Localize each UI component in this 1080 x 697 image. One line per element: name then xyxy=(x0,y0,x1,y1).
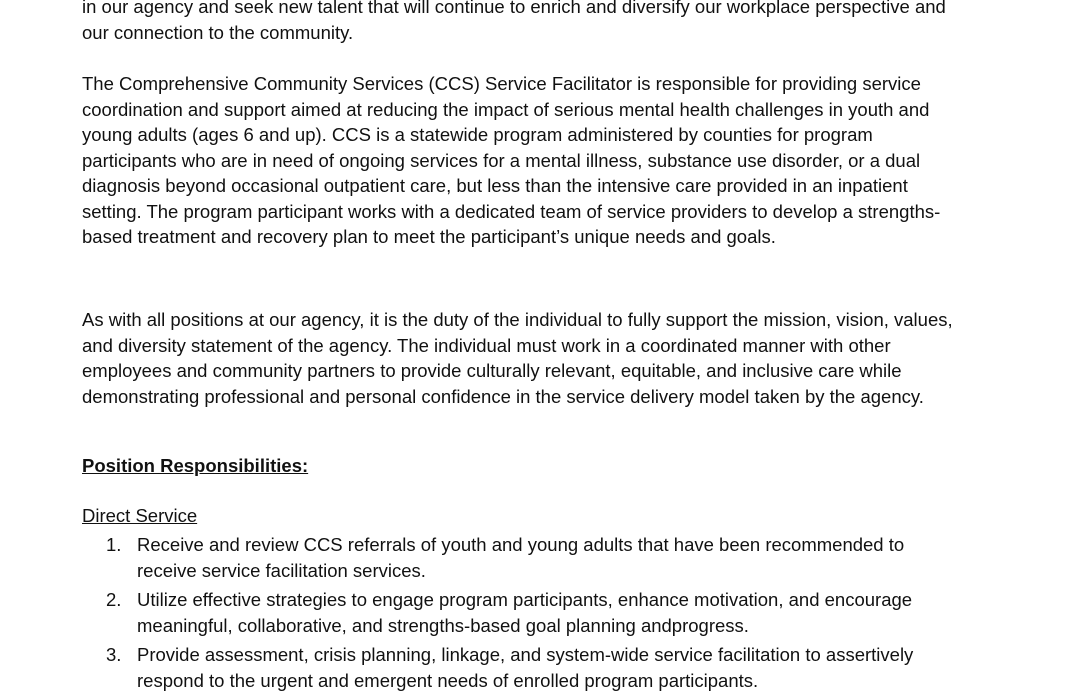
position-responsibilities-heading: Position Responsibilities: xyxy=(82,455,309,476)
intro-paragraph-tail: in our agency and seek new talent that will continue to enrich and diversify our workplace perspective and our connection to the community. xyxy=(82,0,946,43)
responsibilities-list xyxy=(82,532,962,697)
list-item xyxy=(82,532,962,583)
list-item xyxy=(82,587,962,638)
list-item xyxy=(82,642,962,693)
duty-paragraph: As with all positions at our agency, it is the duty of the individual to fully support the mission, vision, values, and diversity statement of the agency. The individual must work in a coordinated manner with other employees and community partners to provide culturally relevant, equitable, and inclusive care while demonstrating professional and personal confidence in the service delivery model taken by the agency. xyxy=(82,309,953,407)
list-item-number: 1. xyxy=(106,534,122,555)
list-item-number: 3. xyxy=(106,644,122,665)
direct-service-subheading: Direct Service xyxy=(82,505,198,526)
list-item-number: 2. xyxy=(106,589,122,610)
list-item-text: Provide assessment, crisis planning, linkage, and system-wide service facilitation to assertively respond to the urgent and emergent needs of enrolled program participants. xyxy=(137,644,914,691)
ccs-description-paragraph: The Comprehensive Community Services (CCS) Service Facilitator is responsible for providing service coordination and support aimed at reducing the impact of serious mental health challenges in youth and young adults (ages 6 and up). CCS is a statewide program administered by counties for program participants who are in need of ongoing services for a mental illness, substance use disorder, or a dual diagnosis beyond occasional outpatient care, but less than the intensive care provided in an inpatient setting. The program participant works with a dedicated team of service providers to develop a strengths-based treatment and recovery plan to meet the participant’s unique needs and goals. xyxy=(82,73,941,247)
list-item-text: Utilize effective strategies to engage program participants, enhance motivation, and encourage meaningful, collaborative, and strengths-based goal planning andprogress. xyxy=(137,589,913,636)
list-item-text: Receive and review CCS referrals of youth and young adults that have been recommended to receive service facilitation services. xyxy=(137,534,905,581)
